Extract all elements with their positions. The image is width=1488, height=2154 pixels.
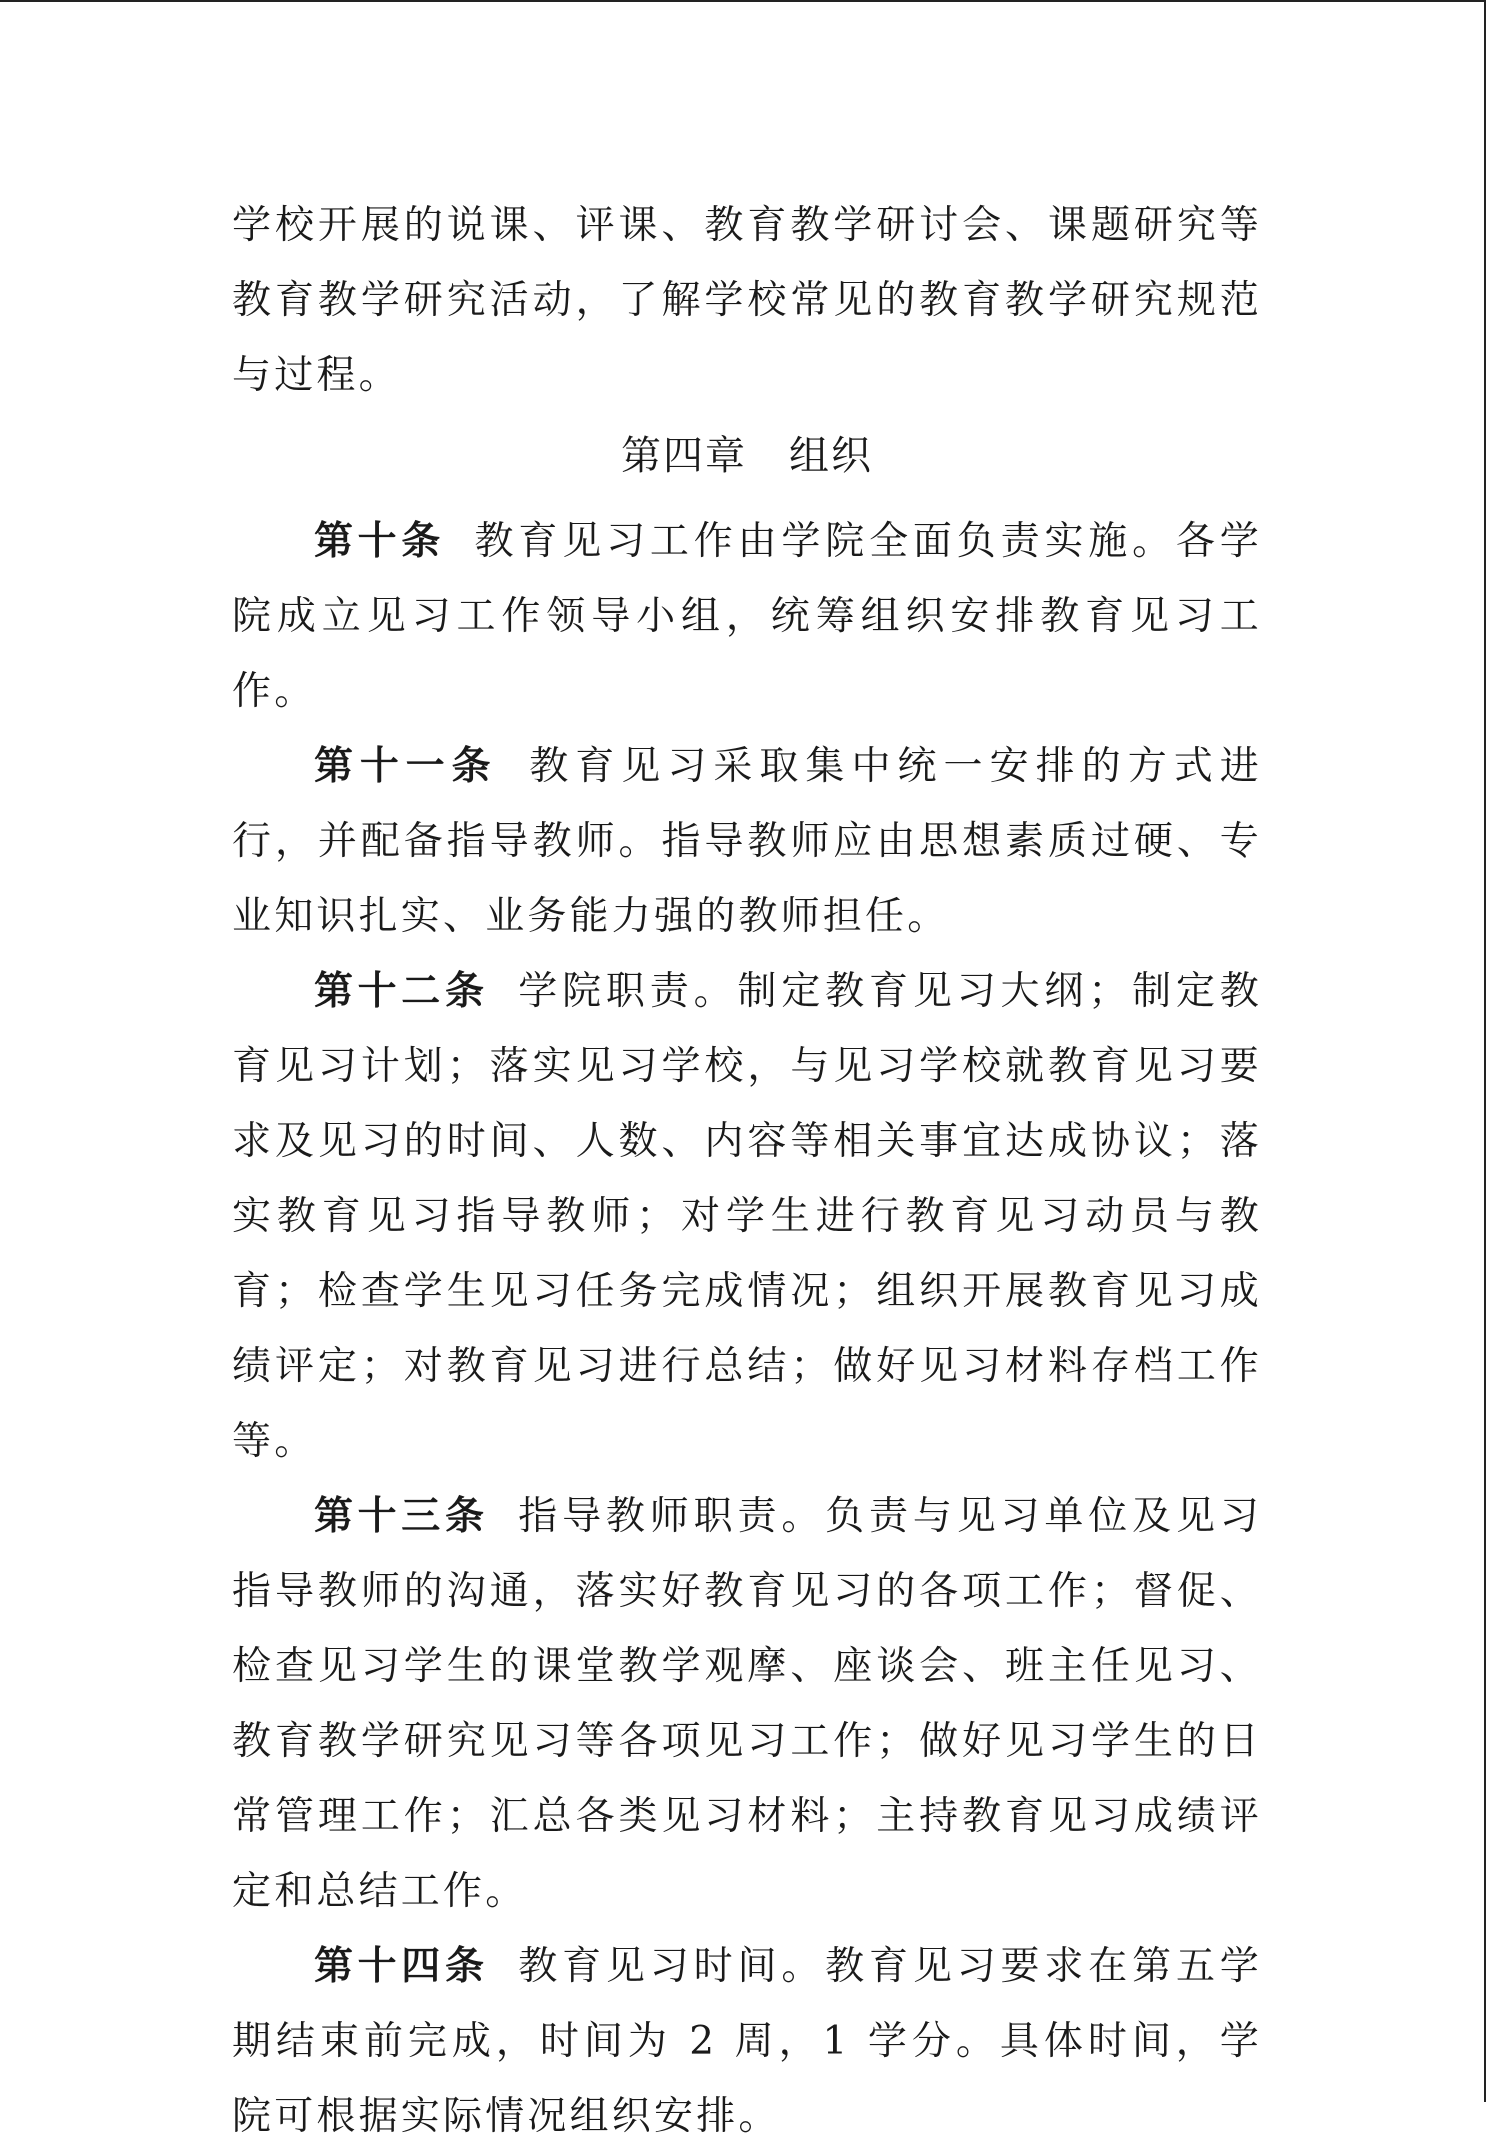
- article-number: 第十四条: [314, 1944, 489, 1989]
- article-10: [232, 504, 1262, 729]
- article-number: 第十条: [314, 519, 445, 564]
- article-14: [232, 1929, 1262, 2154]
- document-body: [232, 188, 1262, 2154]
- intro-paragraph: 学校开展的说课、评课、教育教学研讨会、课题研究等教育教学研究活动，了解学校常见的教育教学研究规范与过程。: [232, 203, 1262, 398]
- article-number: 第十三条: [314, 1494, 489, 1539]
- article-11: [232, 729, 1262, 954]
- article-text: 教育见习采取集中统一安排的方式进行，并配备指导教师。指导教师应由思想素质过硬、专业知识扎实、业务能力强的教师担任。: [232, 744, 1262, 939]
- article-number: 第十二条: [314, 969, 489, 1014]
- article-number: 第十一条: [314, 744, 498, 789]
- article-13: [232, 1479, 1262, 1929]
- chapter-title: 第四章 组织: [621, 433, 873, 479]
- article-12: [232, 954, 1262, 1479]
- article-text: 教育见习时间。教育见习要求在第五学期结束前完成，时间为 2 周，1 学分。具体时间，学院可根据实际情况组织安排。: [232, 1944, 1262, 2139]
- article-text: 教育见习工作由学院全面负责实施。各学院成立见习工作领导小组，统筹组织安排教育见习工作。: [232, 519, 1262, 714]
- article-text: 学院职责。制定教育见习大纲；制定教育见习计划；落实见习学校，与见习学校就教育见习要求及见习的时间、人数、内容等相关事宜达成协议；落实教育见习指导教师；对学生进行教育见习动员与教育；检查学生见习任务完成情况；组织开展教育见习成绩评定；对教育见习进行总结；做好见习材料存档工作等。: [232, 969, 1262, 1464]
- article-text: 指导教师职责。负责与见习单位及见习指导教师的沟通，落实好教育见习的各项工作；督促、检查见习学生的课堂教学观摩、座谈会、班主任见习、教育教学研究见习等各项见习工作；做好见习学生的日常管理工作；汇总各类见习材料；主持教育见习成绩评定和总结工作。: [232, 1494, 1262, 1914]
